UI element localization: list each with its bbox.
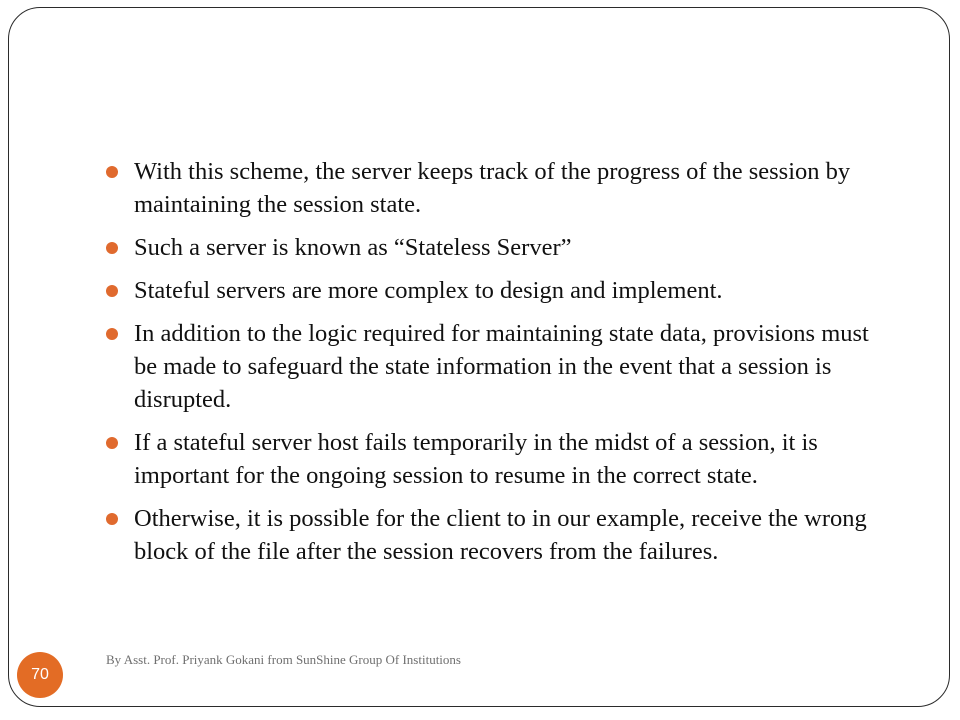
footer-author-text: By Asst. Prof. Priyank Gokani from SunShine Group Of Institutions [106, 652, 461, 667]
bullet-text: In addition to the logic required for maintaining state data, provisions must be made to safeguard the state information in the event that a session is disrupted. [134, 320, 869, 413]
bullet-dot-icon [106, 437, 118, 449]
bullet-text: If a stateful server host fails temporarily in the midst of a session, it is important for the ongoing session to resume in the correct state. [134, 429, 818, 489]
bullet-dot-icon [106, 285, 118, 297]
bullet-dot-icon [106, 328, 118, 340]
bullet-text: Such a server is known as “Stateless Server” [134, 234, 572, 261]
bullet-text: With this scheme, the server keeps track of the progress of the session by maintaining the session state. [134, 158, 851, 218]
bullet-item [106, 426, 896, 492]
bullet-item [106, 317, 896, 416]
bullet-item [106, 155, 896, 221]
bullet-list [106, 155, 896, 578]
bullet-text: Stateful servers are more complex to design and implement. [134, 277, 723, 304]
bullet-dot-icon [106, 513, 118, 525]
bullet-dot-icon [106, 242, 118, 254]
bullet-item [106, 502, 896, 568]
bullet-dot-icon [106, 166, 118, 178]
bullet-item [106, 274, 896, 307]
page-number-badge: 70 [17, 652, 63, 698]
bullet-item [106, 231, 896, 264]
bullet-text: Otherwise, it is possible for the client to in our example, receive the wrong block of the file after the session recovers from the failures. [134, 505, 867, 565]
